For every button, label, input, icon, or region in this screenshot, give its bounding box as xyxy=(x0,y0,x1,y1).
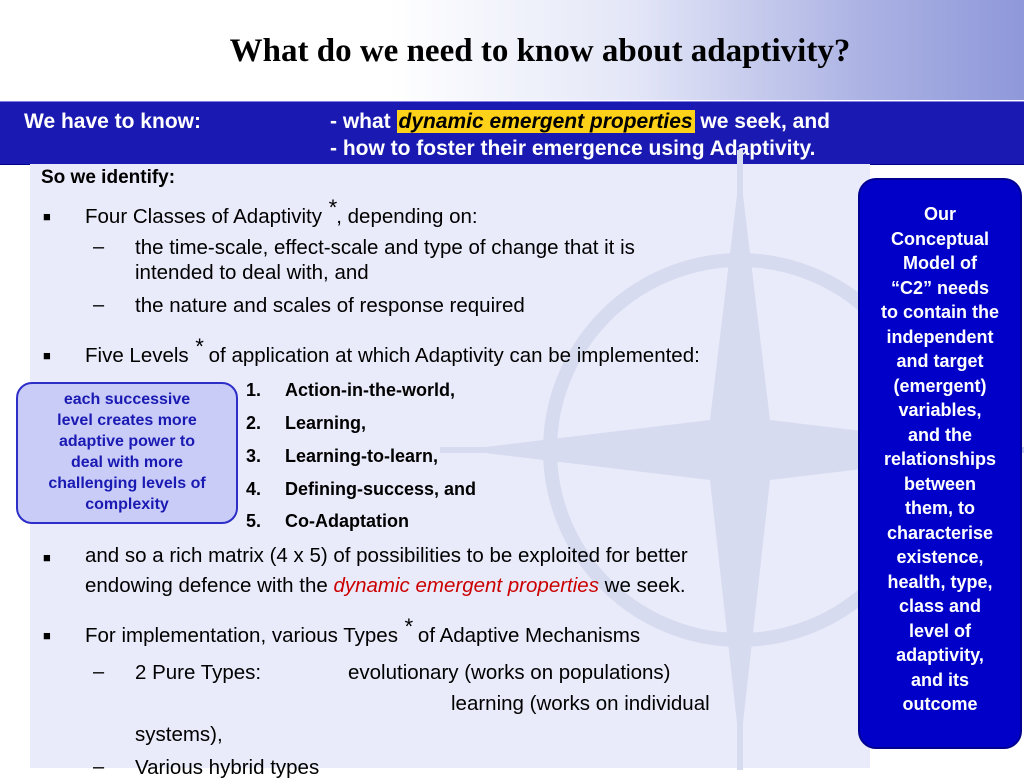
bullet-four-classes-prefix: Four Classes of Adaptivity xyxy=(85,205,328,228)
callout-line: Model of xyxy=(903,253,977,273)
pure-types-label: 2 Pure Types: xyxy=(135,661,262,684)
level-label: Learning, xyxy=(285,413,367,433)
bullet-matrix-line-2 xyxy=(85,574,686,598)
callout-line: health, type, xyxy=(887,571,993,592)
bullet-implementation-prefix: For implementation, various Types xyxy=(85,624,404,647)
callout-line: adaptive power to xyxy=(58,433,196,450)
sub-item-time-scale-1: the time-scale, effect-scale and type of change that it is xyxy=(135,236,635,259)
emphasis-red: dynamic emergent properties xyxy=(333,574,599,597)
callout-line: Our xyxy=(923,204,956,224)
bullet-five-levels-prefix: Five Levels xyxy=(85,344,195,367)
callout-line: deal with more xyxy=(70,454,184,471)
pure-type-evolutionary: evolutionary (works on populations) xyxy=(348,661,671,684)
bullet-matrix-line-2-suffix: we seek. xyxy=(598,574,686,597)
bullet-marker: ■ xyxy=(43,628,51,643)
callout-line: class and xyxy=(898,596,982,616)
callout-line: and target xyxy=(896,351,984,371)
callout-line: level creates more xyxy=(57,412,197,429)
pure-type-learning-cont: systems), xyxy=(135,723,223,746)
callout-line: and the xyxy=(907,424,972,445)
callout-line: and its xyxy=(910,669,969,690)
bullet-five-levels xyxy=(85,334,700,368)
callout-line: characterise xyxy=(886,522,994,543)
bullet-matrix-line-1: and so a rich matrix (4 x 5) of possibilities to be exploited for better xyxy=(85,544,688,567)
callout-line: variables, xyxy=(898,400,982,420)
callout-line: challenging levels of xyxy=(48,475,206,492)
bullet-matrix-line-2-prefix: endowing defence with the xyxy=(85,574,334,597)
dash-marker: – xyxy=(93,661,105,683)
level-number: 1. xyxy=(246,380,262,400)
level-number: 3. xyxy=(246,446,262,466)
bullet-four-classes-suffix: , depending on: xyxy=(336,205,478,228)
callout-line: level of xyxy=(908,620,972,641)
dash-marker: – xyxy=(93,294,105,316)
levels-callout xyxy=(16,382,238,524)
bullet-marker: ■ xyxy=(43,209,51,224)
callout-line: existence, xyxy=(896,547,984,567)
bullet-implementation xyxy=(85,614,641,648)
level-label: Learning-to-learn, xyxy=(285,446,439,466)
bullet-five-levels-suffix: of application at which Adaptivity can be implemented: xyxy=(202,344,700,367)
level-label: Co-Adaptation xyxy=(285,511,409,531)
dash-marker: – xyxy=(93,756,105,778)
callout-line: complexity xyxy=(85,496,169,513)
conceptual-model-callout xyxy=(858,178,1022,749)
level-number: 5. xyxy=(246,511,262,531)
callout-line: “C2” needs xyxy=(890,277,990,298)
bullet-marker: ■ xyxy=(43,550,51,565)
callout-line: outcome xyxy=(902,694,978,714)
level-label: Defining-success, and xyxy=(285,479,477,499)
callout-line: to contain the xyxy=(881,302,999,322)
callout-line: (emergent) xyxy=(893,375,987,396)
callout-line: each successive xyxy=(63,391,191,408)
dash-marker: – xyxy=(93,236,105,258)
hybrid-types: Various hybrid types xyxy=(135,756,320,779)
section-heading: So we identify: xyxy=(41,167,176,188)
banner-line-2: - how to foster their emergence using Adaptivity. xyxy=(330,137,816,160)
callout-line: between xyxy=(903,473,977,494)
banner-line-1 xyxy=(330,110,830,134)
footnote-star: * xyxy=(327,195,337,220)
footnote-star: * xyxy=(403,614,413,639)
sub-item-response: the nature and scales of response required xyxy=(135,294,525,317)
banner-line-1-prefix: - what xyxy=(330,110,397,133)
banner-highlight: dynamic emergent properties xyxy=(398,110,693,133)
footnote-star: * xyxy=(194,334,203,359)
callout-line: them, to xyxy=(905,498,975,518)
sub-item-time-scale-2: intended to deal with, and xyxy=(135,261,369,284)
slide-title: What do we need to know about adaptivity? xyxy=(229,33,851,69)
pure-type-learning: learning (works on individual xyxy=(451,692,710,715)
callout-line: relationships xyxy=(883,449,997,469)
bullet-marker: ■ xyxy=(43,348,51,363)
level-number: 2. xyxy=(246,413,262,433)
level-number: 4. xyxy=(246,479,262,499)
callout-line: independent xyxy=(886,326,994,347)
bullet-four-classes xyxy=(85,195,478,229)
callout-line: Conceptual xyxy=(890,228,989,249)
banner-line-1-suffix: we seek, and xyxy=(694,110,830,133)
bullet-implementation-suffix: of Adaptive Mechanisms xyxy=(412,624,641,647)
banner-label: We have to know: xyxy=(24,110,201,133)
callout-line: adaptivity, xyxy=(896,645,984,665)
level-label: Action-in-the-world, xyxy=(285,380,455,400)
